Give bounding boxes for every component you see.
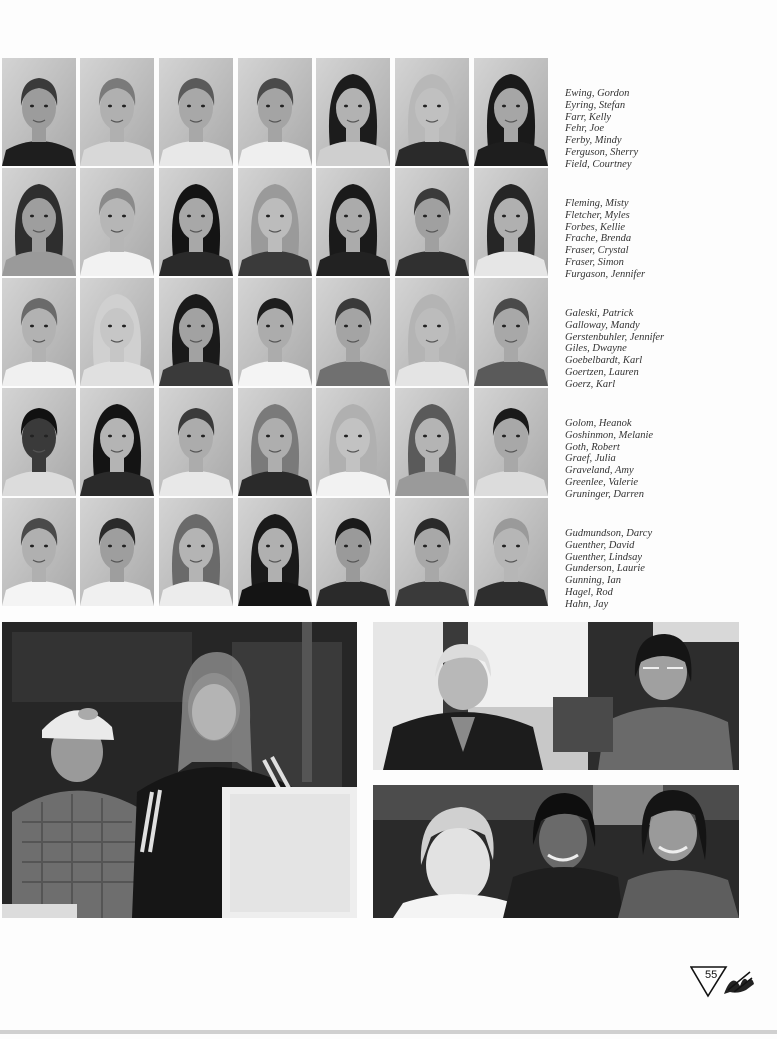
page-edge-rule [0,1030,777,1034]
student-name: Gruninger, Darren [565,488,644,500]
student-portrait [474,388,548,496]
student-portrait [316,278,390,386]
student-portrait [2,58,76,166]
student-portrait [316,498,390,606]
student-name: Farr, Kelly [565,111,612,123]
student-name: Hahn, Jay [565,598,609,610]
student-portrait [395,58,469,166]
student-name: Ferby, Mindy [565,135,622,147]
student-portrait [316,388,390,496]
student-portrait [238,388,312,496]
student-portrait [2,498,76,606]
student-name: Goth, Robert [565,441,620,453]
student-name: Fehr, Joe [565,123,605,135]
student-name: Goshinmon, Melanie [565,429,654,441]
student-name: Gunning, Ian [565,575,621,587]
student-name: Frache, Brenda [565,233,632,245]
student-name: Goerz, Karl [565,378,616,390]
student-name: Guenther, David [565,539,635,551]
student-name: Fraser, Simon [565,256,624,268]
student-portrait [395,278,469,386]
name-list-row-5 [565,528,765,611]
student-portrait [80,498,154,606]
student-portrait [238,278,312,386]
student-portrait [2,388,76,496]
name-list-row-2 [565,198,765,281]
student-name: Guenther, Lindsay [565,551,642,563]
student-portrait [159,498,233,606]
name-list-row-1 [565,88,765,171]
student-name: Fleming, Misty [565,198,629,209]
student-name: Galeski, Patrick [565,308,634,319]
student-portrait [316,168,390,276]
student-name: Forbes, Kellie [565,221,626,233]
student-name: Fraser, Crystal [565,245,629,257]
student-portrait [474,168,548,276]
candid-photo-three-students [373,785,739,918]
student-portrait [395,388,469,496]
student-name: Giles, Dwayne [565,343,627,355]
student-name: Ferguson, Sherry [565,146,639,158]
student-portrait [159,168,233,276]
student-portrait [159,278,233,386]
student-portrait [395,498,469,606]
student-name: Ewing, Gordon [565,88,630,99]
student-name: Gerstenbuhler, Jennifer [565,331,665,343]
student-name: Golom, Heanok [565,418,632,429]
student-portrait [316,58,390,166]
student-portrait [238,58,312,166]
candid-photo-computer-lab [2,622,357,918]
student-name: Greenlee, Valerie [565,476,639,488]
student-name: Goertzen, Lauren [565,366,639,378]
student-name: Eyring, Stefan [565,99,626,111]
page-number: 55 [705,969,718,981]
name-list-row-4 [565,418,765,501]
student-name: Field, Courtney [565,158,632,170]
name-list-row-3 [565,308,765,391]
student-portrait [2,278,76,386]
student-portrait [159,388,233,496]
student-portrait [2,168,76,276]
student-portrait [80,58,154,166]
student-name: Furgason, Jennifer [565,268,646,280]
student-name: Goebelbardt, Karl [565,355,643,367]
student-portrait [159,58,233,166]
student-name: Graef, Julia [565,453,616,465]
student-name: Fletcher, Myles [565,209,630,221]
student-portrait [80,388,154,496]
candid-photo-two-students [373,622,739,770]
student-portrait [474,278,548,386]
student-portrait [474,58,548,166]
student-name: Gudmundson, Darcy [565,528,653,539]
student-name: Graveland, Amy [565,465,634,477]
student-portrait [474,498,548,606]
student-portrait [395,168,469,276]
student-name: Hagel, Rod [565,586,613,598]
student-portrait [80,278,154,386]
student-name: Galloway, Mandy [565,319,640,331]
student-name: Gunderson, Laurie [565,563,645,575]
student-portrait [238,498,312,606]
student-portrait [80,168,154,276]
student-portrait [238,168,312,276]
